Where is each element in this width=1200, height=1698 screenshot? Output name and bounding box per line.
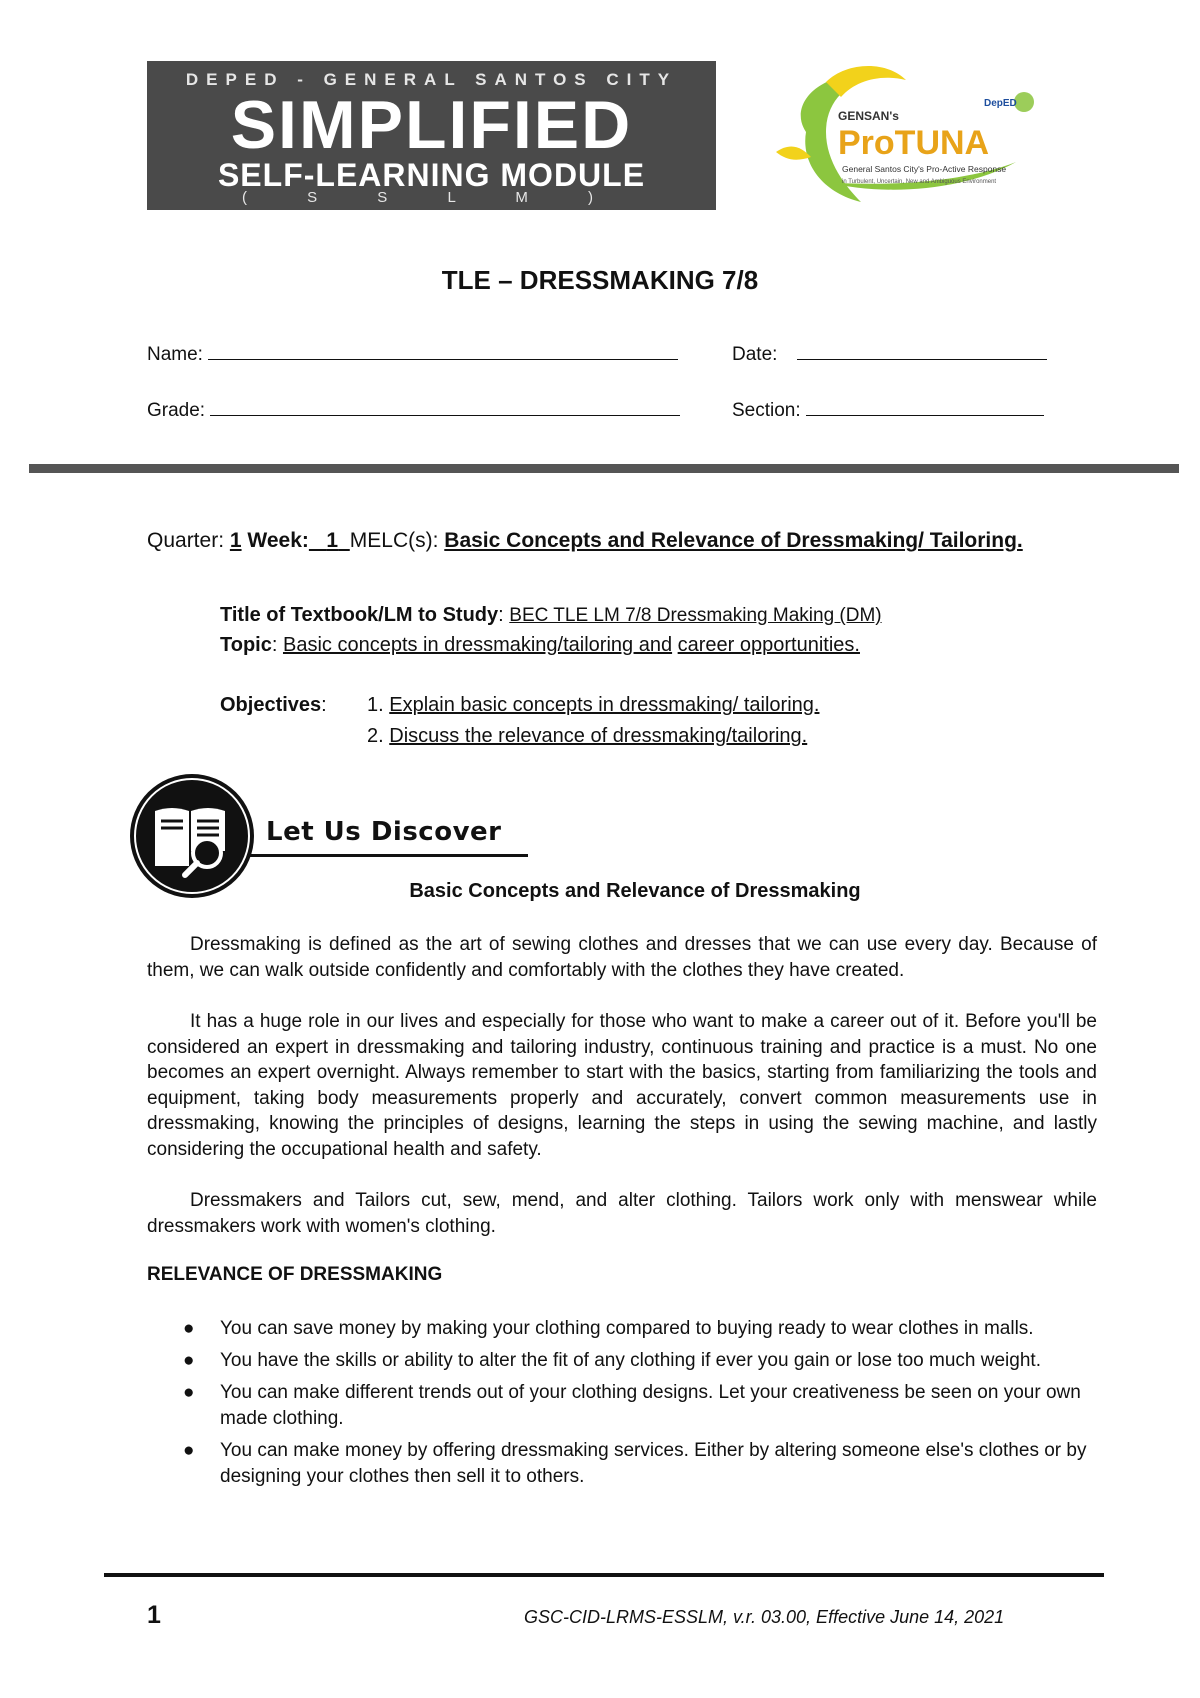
date-label: Date: bbox=[732, 344, 778, 365]
module-banner bbox=[147, 61, 716, 210]
relevance-title: RELEVANCE OF DRESSMAKING bbox=[147, 1264, 443, 1285]
list-item bbox=[147, 1438, 1097, 1490]
section-heading: Let Us Discover bbox=[266, 817, 502, 847]
logo-protuna: ProTUNA bbox=[838, 124, 990, 162]
textbook-value: BEC TLE LM 7/8 Dressmaking Making (DM) bbox=[509, 605, 882, 626]
grade-field[interactable] bbox=[147, 396, 680, 422]
name-label: Name: bbox=[147, 344, 203, 365]
list-item-text: You can save money by making your clothing compared to buying ready to wear clothes in malls. bbox=[220, 1318, 1034, 1339]
objective-number: 2. bbox=[367, 725, 384, 747]
paragraph-text: It has a huge role in our lives and especially for those who want to make a career out of it. Before you'll be considered an expert in dressmaking and tailoring industry, continuous training and practice is a must. No one becomes an expert overnight. Always remember to start with the basics, starting from familiarizing the tools and equipment, taking body measurements properly and accurately, convert common measurements use in dressmaking, knowing the principles of designs, learning the steps in using the sewing machine, and lastly considering the occupational health and safety. bbox=[147, 1011, 1097, 1160]
date-field[interactable] bbox=[732, 340, 1047, 366]
name-field[interactable] bbox=[147, 340, 678, 366]
objective-number: 1. bbox=[367, 694, 384, 716]
protuna-logo bbox=[766, 62, 1066, 207]
textbook-label: Title of Textbook/LM to Study bbox=[220, 604, 499, 626]
melc-label: MELC(s): bbox=[349, 529, 439, 552]
footer-divider bbox=[104, 1573, 1104, 1577]
bullet-icon: ● bbox=[183, 1318, 195, 1339]
bullet-icon: ● bbox=[183, 1350, 195, 1371]
list-item-text: You can make different trends out of your clothing designs. Let your creativeness be seen on your own made clothing. bbox=[220, 1382, 1081, 1429]
relevance-list bbox=[147, 1316, 1097, 1496]
logo-tagline-2: in Turbulent, Uncertain, New and Ambiguous Environment bbox=[842, 179, 997, 185]
paragraph-text: Dressmakers and Tailors cut, sew, mend, and alter clothing. Tailors work only with menswear while dressmakers work with women's clothing. bbox=[147, 1190, 1097, 1237]
paragraph bbox=[147, 1188, 1097, 1239]
list-item bbox=[147, 1316, 1097, 1342]
textbook-line: Title of Textbook/LM to Study: BEC TLE LM 7/8 Dressmaking Making (DM) bbox=[220, 604, 882, 626]
paragraph-text: Dressmaking is defined as the art of sewing clothes and dresses that we can use every day. Because of them, we can walk outside confidently and comfortably with the clothes they have created. bbox=[147, 934, 1097, 981]
date-blank[interactable] bbox=[797, 340, 1047, 360]
topic-label: Topic bbox=[220, 634, 272, 656]
list-item-text: You can make money by offering dressmaking services. Either by altering someone else's clothes or by designing your clothes then sell it to others. bbox=[220, 1440, 1087, 1487]
section-label: Section: bbox=[732, 400, 801, 421]
week-number: 1 bbox=[326, 529, 339, 552]
document-code: GSC-CID-LRMS-ESSLM, v.r. 03.00, Effective June 14, 2021 bbox=[524, 1607, 1005, 1627]
section-blank[interactable] bbox=[806, 396, 1044, 416]
logo-gensans: GENSAN's bbox=[838, 109, 899, 123]
section-field[interactable] bbox=[732, 396, 1044, 422]
objective-item bbox=[367, 694, 819, 717]
paragraph bbox=[147, 932, 1097, 983]
melc-value: Basic Concepts and Relevance of Dressmaking/ Tailoring. bbox=[444, 529, 1023, 552]
page-number: 1 bbox=[147, 1601, 161, 1629]
objectives-label: Objectives: bbox=[220, 694, 327, 716]
bullet-icon: ● bbox=[183, 1440, 195, 1461]
banner-division: DEPED - GENERAL SANTOS CITY bbox=[185, 70, 678, 89]
list-item-text: You have the skills or ability to alter the fit of any clothing if ever you gain or lose too much weight. bbox=[220, 1350, 1041, 1371]
objective-item bbox=[367, 725, 807, 748]
topic-value-a: Basic concepts in dressmaking/tailoring and bbox=[282, 634, 673, 656]
objectives-label-text: Objectives bbox=[220, 694, 322, 716]
quarter-label: Quarter: bbox=[147, 529, 225, 552]
lesson-subtitle: Basic Concepts and Relevance of Dressmaking bbox=[409, 880, 861, 902]
paragraph bbox=[147, 1009, 1097, 1162]
bullet-icon: ● bbox=[183, 1382, 195, 1403]
heading-underline bbox=[250, 854, 528, 857]
topic-value-b: career opportunities. bbox=[677, 634, 860, 656]
quarter-value: 1 bbox=[229, 529, 242, 552]
objective-text: Discuss the relevance of dressmaking/tailoring. bbox=[389, 725, 808, 747]
logo-tagline-1: General Santos City's Pro-Active Response bbox=[842, 164, 1007, 174]
banner-simplified: SIMPLIFIED bbox=[230, 87, 633, 163]
document-title: TLE – DRESSMAKING 7/8 bbox=[441, 265, 759, 295]
lesson-info bbox=[147, 526, 1077, 556]
name-blank[interactable] bbox=[208, 340, 678, 360]
list-item bbox=[147, 1380, 1097, 1432]
logo-deped: DepED bbox=[984, 98, 1017, 109]
banner-module-name: SELF-LEARNING MODULE bbox=[217, 157, 646, 193]
week-label: Week: bbox=[247, 529, 309, 552]
topic-line: Topic: Basic concepts in dressmaking/tailoring and career opportunities. bbox=[220, 634, 860, 656]
banner-acronym: ( S S L M ) bbox=[241, 189, 622, 206]
objective-text: Explain basic concepts in dressmaking/ tailoring. bbox=[389, 694, 820, 716]
header-divider bbox=[29, 464, 1179, 473]
grade-blank[interactable] bbox=[210, 396, 680, 416]
list-item bbox=[147, 1348, 1097, 1374]
grade-label: Grade: bbox=[147, 400, 206, 421]
week-value bbox=[309, 529, 350, 552]
